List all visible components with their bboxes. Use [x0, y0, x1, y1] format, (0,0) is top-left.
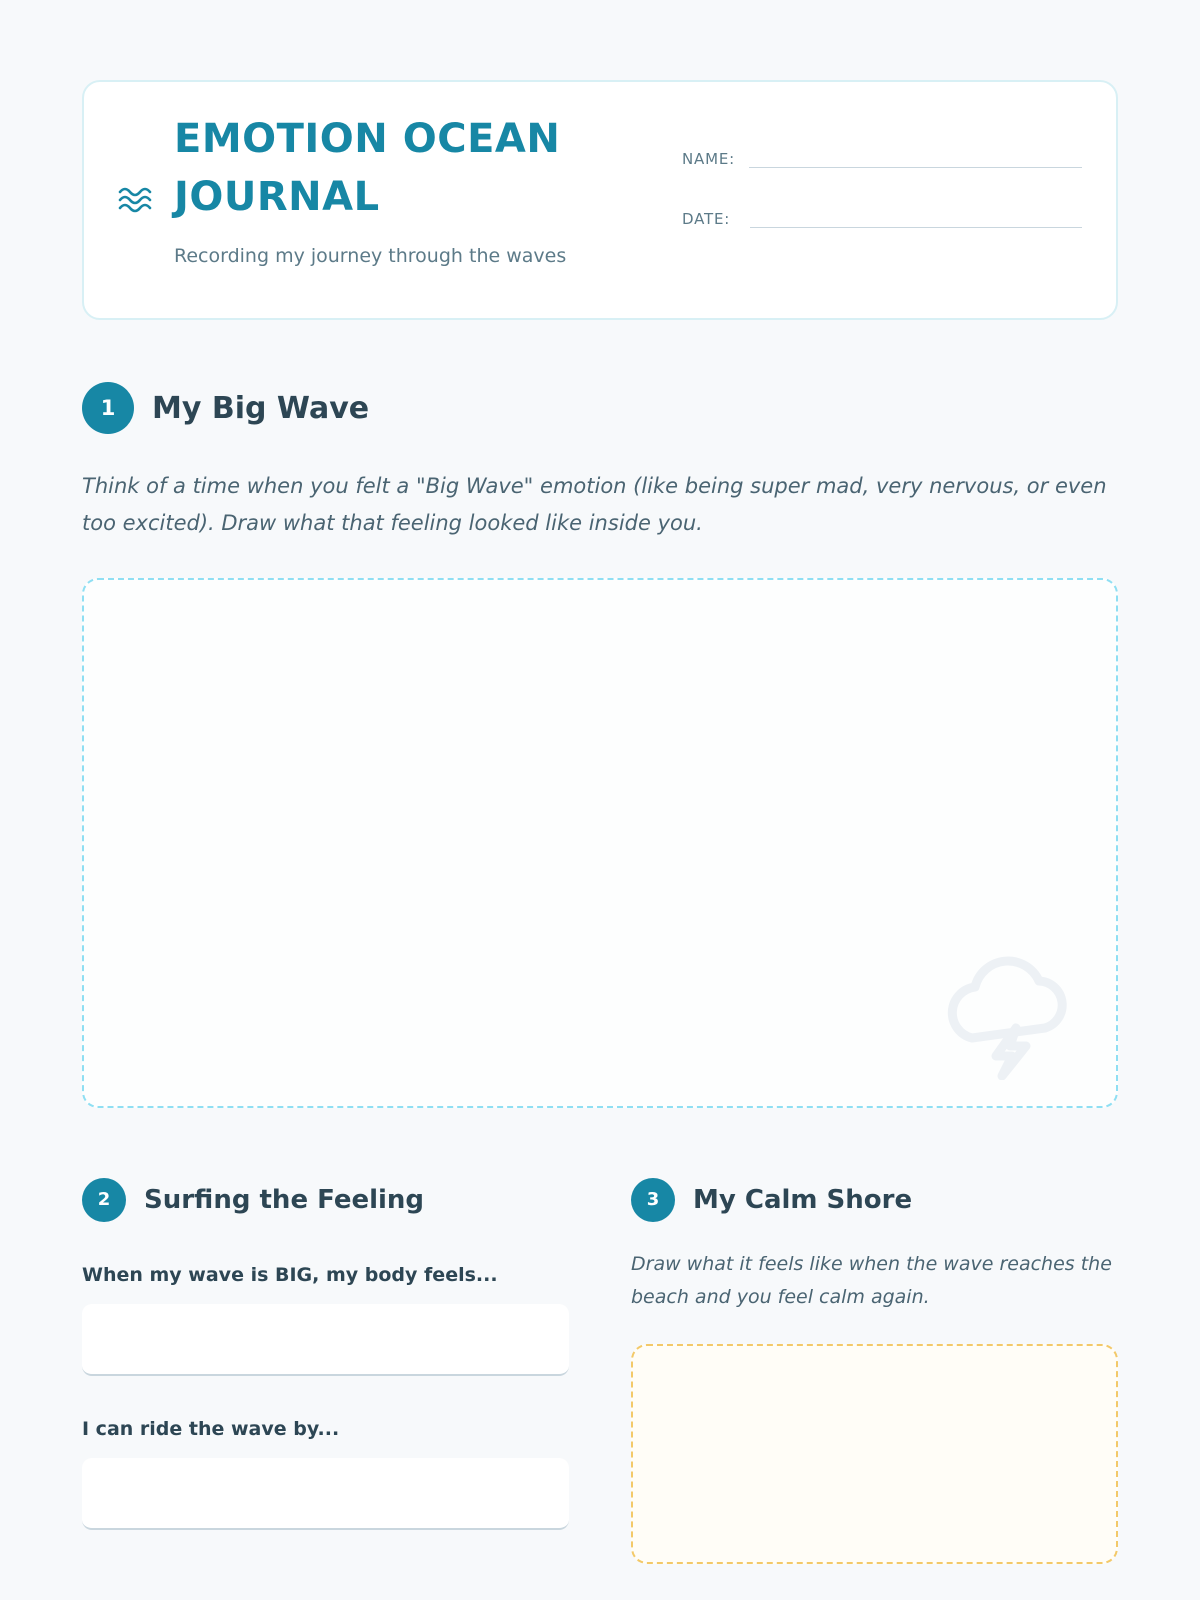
- section-3-header: [631, 1178, 1118, 1222]
- big-wave-drawing-area[interactable]: [82, 578, 1118, 1108]
- name-input[interactable]: [749, 148, 1082, 168]
- page-title: EMOTION OCEAN JOURNAL: [174, 116, 561, 220]
- section-1-title: My Big Wave: [152, 390, 370, 426]
- section-my-calm-shore: [631, 1178, 1118, 1565]
- section-1-badge: 1: [82, 382, 134, 434]
- waves-icon: [118, 184, 158, 222]
- title-block: [174, 110, 594, 269]
- question-2-input[interactable]: [82, 1458, 569, 1530]
- question-2-label: I can ride the wave by...: [82, 1417, 340, 1440]
- section-2-title: Surfing the Feeling: [144, 1184, 425, 1215]
- section-3-prompt: Draw what it feels like when the wave reaches the beach and you feel calm again.: [631, 1252, 1112, 1308]
- section-3-badge: 3: [631, 1178, 675, 1222]
- section-1-header: [82, 382, 1118, 434]
- date-field-row: [682, 208, 1082, 228]
- storm-cloud-lightning-icon: [928, 950, 1088, 1084]
- calm-shore-drawing-area[interactable]: [631, 1344, 1118, 1564]
- section-my-big-wave: [82, 382, 1118, 1108]
- header-fields: [682, 110, 1082, 268]
- question-1-input[interactable]: [82, 1304, 569, 1376]
- name-label: NAME:: [682, 150, 735, 168]
- question-1-label: When my wave is BIG, my body feels...: [82, 1263, 498, 1286]
- name-field-row: [682, 148, 1082, 168]
- section-2-badge: 2: [82, 1178, 126, 1222]
- date-input[interactable]: [750, 208, 1082, 228]
- section-surfing-the-feeling: [82, 1178, 569, 1565]
- date-label: DATE:: [682, 210, 731, 228]
- bottom-columns: [82, 1178, 1118, 1565]
- page-subtitle: Recording my journey through the waves: [174, 245, 567, 267]
- header-card: [82, 80, 1118, 320]
- section-2-header: [82, 1178, 569, 1222]
- section-1-prompt: Think of a time when you felt a "Big Wave" emotion (like being super mad, very nervous, or even too excited). Draw what that feeling looked like inside you.: [82, 474, 1107, 535]
- header-left: [118, 110, 682, 269]
- section-3-title: My Calm Shore: [693, 1184, 913, 1215]
